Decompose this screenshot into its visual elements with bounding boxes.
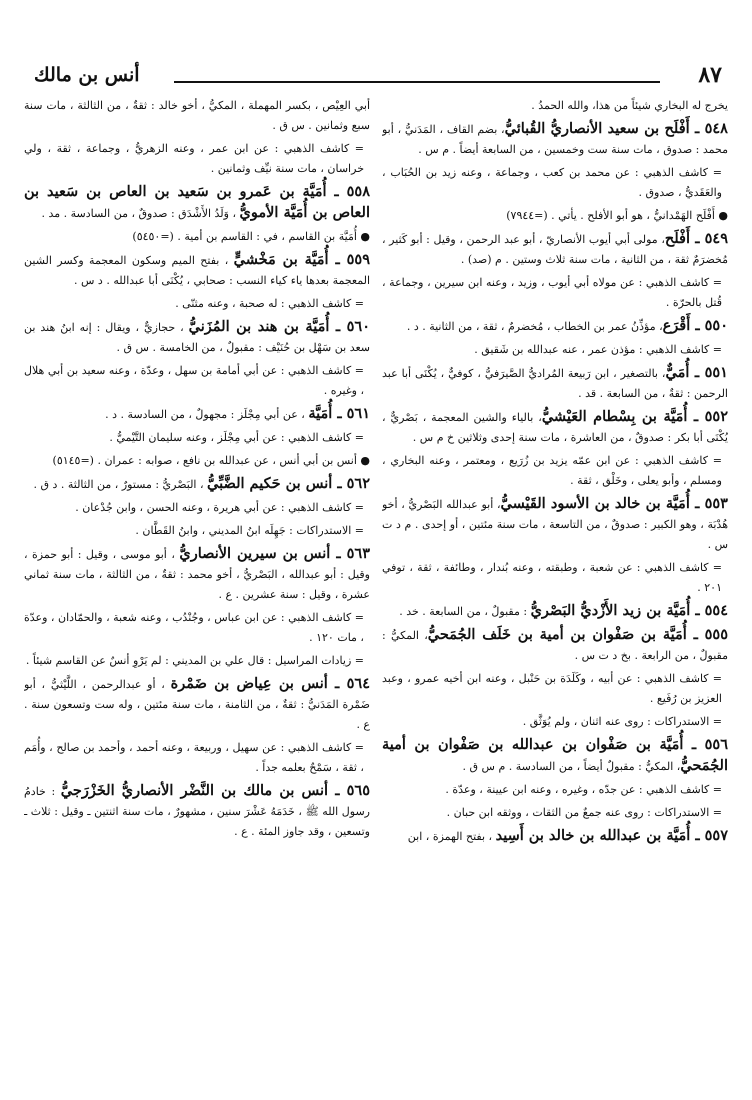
entry-body: ، مؤذِّنُ عمر بن الخطاب ، مُخضرمٌ ، ثقة ، من الثانية . د . bbox=[406, 320, 663, 333]
entry-heading: ٥٤٨ ـ أَفْلَح بن سعيد الأنصاريُّ القُبائيُّ bbox=[504, 120, 728, 137]
biography-entry bbox=[24, 317, 370, 358]
right-column bbox=[382, 96, 728, 1086]
entry-body: ، أبو عبدالله البَصْريُّ ، أخو هُدْبَة ، وهو الكبير : صدوقٌ ، من التاسعة ، مات سنة مئتين ، أو إحدى . م د ت س . bbox=[382, 498, 728, 551]
entry-heading: ٥٤٩ ـ أَفْلَح bbox=[664, 230, 728, 247]
entry-heading: ٥٥٨ ـ أُمَيَّة بن عَمرو بن سَعيد بن العاص بن سَعيد بن العاص بن أُمَيَّة الأمويُّ bbox=[24, 183, 370, 221]
entry-heading: ٥٥٢ ـ أُمَيَّة بن بِسْطام العَيْشيُّ bbox=[541, 408, 728, 425]
entry-body: ، أبو موسى ، وقيل : أبو حمزة ، وقيل : أبو عبدالله ، البَصْريُّ ، أخو محمد : ثقةٌ ، من الثالثة ، مات سنة ثماني عشرة ، وقيل : سنة عشرين . ع . bbox=[24, 548, 370, 601]
entry-body: ، بالتصغير ، ابن رَبيعة المُراديُّ الصَّيرَفيُّ ، كوفيٌّ ، يُكْنَى أبا عبد الرحمن : ثقةٌ ، من السابعة . قد . bbox=[382, 367, 728, 400]
entry-heading: ٥٦٠ ـ أُمَيَّة بن هند بن المُزَنيُّ bbox=[188, 318, 370, 335]
annotation-note: = زيادات المراسيل : قال علي بن المديني : لم يَرْوِ أنسٌ عن القاسم شيئاً . bbox=[25, 654, 364, 667]
biography-entry bbox=[24, 404, 370, 425]
left-column bbox=[24, 96, 370, 1086]
entry-body: : خادمُ رسول الله ﷺ ، خَدَمَهُ عَشْرَ سنين ، مشهورٌ ، مات سنة اثنتين ـ وقيل : ثلاث ـ وتسعين ، وقد جاوز المئة . ع . bbox=[24, 785, 370, 838]
annotation-note: = الاستدراكات : روى عنه جمعٌ من الثقات ، ووثقه ابن حبان . bbox=[446, 806, 722, 819]
continuation-text: يخرج له البخاري شيئاً من هذا، والله الحمدُ . bbox=[531, 99, 728, 112]
annotation-note: = كاشف الذهبي : له صحبة ، وعنه مثنّى . bbox=[175, 297, 364, 310]
annotation-note: = كاشف الذهبي : عن أبي أمامة بن سهل ، وعدّة ، وعنه سعيد بن أبي هلال ، وغيره . bbox=[24, 364, 364, 397]
header-rule bbox=[174, 81, 660, 83]
entry-body: ، مولى أبي أيوب الأنصاريّ ، أبو عبد الرحمن ، وقيل : أبو كَثير ، مُخضرَمٌ ثقة ، من الثانية ، مات سنة ثلاث وستين . م (صد) . bbox=[382, 233, 728, 266]
cross-reference: ● أَفْلَح الهَمْدانيُّ ، هو أبو الأفلح . يأتي . (=٧٩٤٤) bbox=[506, 209, 728, 222]
running-head bbox=[30, 64, 722, 94]
biography-entry bbox=[382, 735, 728, 777]
annotation-note: = كاشف الذهبي : عن مولاه أبي أيوب ، وزيد ، وعنه ابن سيرين ، وجماعة ، قُتل بالحرّة . bbox=[382, 276, 722, 309]
biography-entry bbox=[382, 363, 728, 404]
entry-body: ، عن أبي مِجْلَز : مجهولٌ ، من السادسة . د . bbox=[105, 408, 309, 421]
running-head-title: أنس بن مالك bbox=[34, 64, 140, 86]
entry-body: ، حجازيٌّ ، ويقال : إنه ابنُ هند بن سعد بن سَهْل بن حُنَيْف : مقبولٌ ، من الخامسة . س ق . bbox=[24, 321, 370, 354]
entry-heading: ٥٥٠ ـ أَقْرَع bbox=[662, 317, 728, 334]
annotation-note: = كاشف الذهبي : عن ابن عمر ، وعنه الزهريُّ ، وجماعة ، ثقة ، ولي خراسان ، مات سنة نيِّف وثمانين . bbox=[24, 142, 364, 175]
annotation-note: = كاشف الذهبي : عن ابن عمّه يزيد بن زُرَيع ، ومعتمر ، وعنه البخاري ، ومسلم ، وأبو يعلى ، وخَلْق ، ثقة . bbox=[382, 454, 722, 487]
entry-body: ، بضم القاف ، المَدَنيُّ ، أبو محمد : صدوق ، مات سنة ست وخمسين ، من السابعة أيضاً . م س . bbox=[382, 123, 728, 156]
annotation-note: = كاشف الذهبي : مؤذن عمر ، عنه عبدالله بن شَقيق . bbox=[474, 343, 722, 356]
biography-entry bbox=[382, 625, 728, 666]
entry-body: ، أو عبدالرحمن ، اللَّيْثيُّ ، أبو ضَمْرة المَدَنيُّ : ثقةٌ ، من الثامنة ، مات سنة مئتين ، وله ست وتسعون سنة . ع . bbox=[24, 678, 370, 731]
entry-heading: ٥٥١ ـ أُمَيٌّ bbox=[665, 364, 728, 381]
annotation-note: = الاستدراكات : جَهِلَه ابنُ المديني ، وابنُ القَطَّان . bbox=[135, 524, 364, 537]
biography-entry bbox=[382, 826, 728, 847]
biography-entry bbox=[382, 407, 728, 448]
entry-heading: ٥٥٩ ـ أُمَيَّة بن مَخْشيٍّ bbox=[233, 251, 370, 268]
cross-reference: ● أنس بن أبي أنس ، عن عبدالله بن نافع ، صوابه : عمران . (=٥١٤٥) bbox=[52, 454, 370, 467]
entry-body: ، بالياء والشين المعجمة ، بَصْريٌّ ، يُكْنَى أبا بكر : صدوقٌ ، من العاشرة ، مات سنة إحدى وثلاثين خ م س . bbox=[382, 411, 728, 444]
biography-entry bbox=[382, 601, 728, 622]
entry-heading: ٥٦٣ ـ أنس بن سيرين الأنصاريُّ bbox=[179, 545, 370, 562]
annotation-note: = كاشف الذهبي : عن ابن عباس ، وجُنْدُب ، وعنه شعبة ، والحمّادان ، وعدّة ، مات ١٢٠ . bbox=[24, 611, 364, 644]
entry-heading: ٥٦٤ ـ أنس بن عِياض بن ضَمْرة bbox=[170, 675, 370, 692]
annotation-note: = كاشف الذهبي : عن محمد بن كعب ، وجماعة ، وعنه زيد بن الحُبَاب ، والعَقَديُّ ، صدوق . bbox=[382, 166, 722, 199]
biography-entry bbox=[24, 474, 370, 495]
entry-body: : مقبولٌ ، من السابعة . خد . bbox=[399, 605, 531, 618]
cross-reference: ● أُمَيَّة بن القاسم ، في : القاسم بن أمية . (=٥٤٥٠) bbox=[132, 230, 370, 243]
entry-body: ، المكيُّ : مقبولٌ ، من الرابعة . بخ د ت س . bbox=[382, 629, 728, 662]
entry-heading: ٥٥٤ ـ أُمَيَّة بن زيد الأَزْديُّ البَصْريُّ bbox=[530, 602, 728, 619]
entry-heading: ٥٥٣ ـ أُمَيَّة بن خالد بن الأسود القَيْسيُّ bbox=[500, 495, 728, 512]
annotation-note: = كاشف الذهبي : عن أبيه ، وكَلَدَة بن حَنْبل ، وعنه ابن أخيه عمرو ، وعبد العزيز بن رُفَيع . bbox=[382, 672, 722, 705]
biography-entry bbox=[24, 182, 370, 224]
entry-body: ، المكيُّ : مقبولٌ أيضاً ، من السادسة . م س ق . bbox=[462, 760, 681, 773]
column-gap bbox=[376, 96, 377, 1086]
biography-entry bbox=[24, 544, 370, 605]
biography-entry bbox=[382, 316, 728, 337]
entry-heading: ٥٥٦ ـ أُمَيَّة بن صَفْوان بن عبدالله بن صَفْوان بن أمية الجُمَحيُّ bbox=[382, 736, 728, 774]
biography-entry bbox=[382, 229, 728, 270]
entry-body: ، بفتح الهمزة ، ابن bbox=[407, 830, 496, 843]
columns bbox=[24, 96, 728, 1086]
entry-body: ، وَلَدُ الأَشْدَق : صدوقٌ ، من السادسة . مد . bbox=[41, 207, 240, 220]
continuation-text: أبي العِيْص ، بكسر المهملة ، المكيُّ ، أخو خالد : ثقةٌ ، من الثالثة ، مات سنة سبع وثمانين . س ق . bbox=[24, 99, 370, 132]
entry-heading: ٥٦٢ ـ أنس بن حَكيم الضَّبِّيُّ bbox=[207, 475, 370, 492]
annotation-note: = كاشف الذهبي : عن أبي مِجْلَز ، وعنه سليمان التَّيْميُّ . bbox=[109, 431, 364, 444]
biography-entry bbox=[24, 674, 370, 735]
entry-body: ، البَصْريُّ : مستورٌ ، من الثالثة . د ق . bbox=[33, 478, 208, 491]
entry-heading: ٥٦٥ ـ أنس بن مالك بن النَّضْر الأنصاريُّ الخَزْرَجيُّ bbox=[60, 782, 370, 799]
entry-heading: ٥٦١ ـ أُمَيَّة bbox=[308, 405, 370, 422]
biography-entry bbox=[382, 494, 728, 555]
biography-entry bbox=[24, 781, 370, 842]
entry-body: ، بفتح الميم وسكون المعجمة وكسر الشين المعجمة بعدها ياء كياء النسب : صحابي ، يُكْنَى أبا عبدالله . د س . bbox=[24, 254, 370, 287]
biography-entry bbox=[24, 250, 370, 291]
entry-heading: ٥٥٥ ـ أُمَيَّة بن صَفْوان بن أمية بن خَلَف الجُمَحيُّ bbox=[427, 626, 728, 643]
biography-entry bbox=[382, 119, 728, 160]
annotation-note: = كاشف الذهبي : عن جدّه ، وغيره ، وعنه ابن عيينة ، وعدّة . bbox=[445, 783, 722, 796]
annotation-note: = كاشف الذهبي : عن سهيل ، وربيعة ، وعنه أحمد ، وأحمد بن صالح ، وأُمَم ، ثقة ، سَمْحٌ بعلمه جداً . bbox=[24, 741, 364, 774]
annotation-note: = كاشف الذهبي : عن شعبة ، وطبقته ، وعنه بُندار ، وطائفة ، ثقة ، توفي ٢٠١ . bbox=[382, 561, 722, 594]
page-number: ٨٧ bbox=[698, 62, 722, 88]
entry-heading: ٥٥٧ ـ أُمَيَّة بن عبدالله بن خالد بن أَسِيد bbox=[495, 827, 728, 844]
annotation-note: = كاشف الذهبي : عن أبي هريرة ، وعنه الحسن ، وابن جُدْعان . bbox=[75, 501, 364, 514]
annotation-note: = الاستدراكات : روى عنه اثنان ، ولم يُوَثَّق . bbox=[522, 715, 722, 728]
